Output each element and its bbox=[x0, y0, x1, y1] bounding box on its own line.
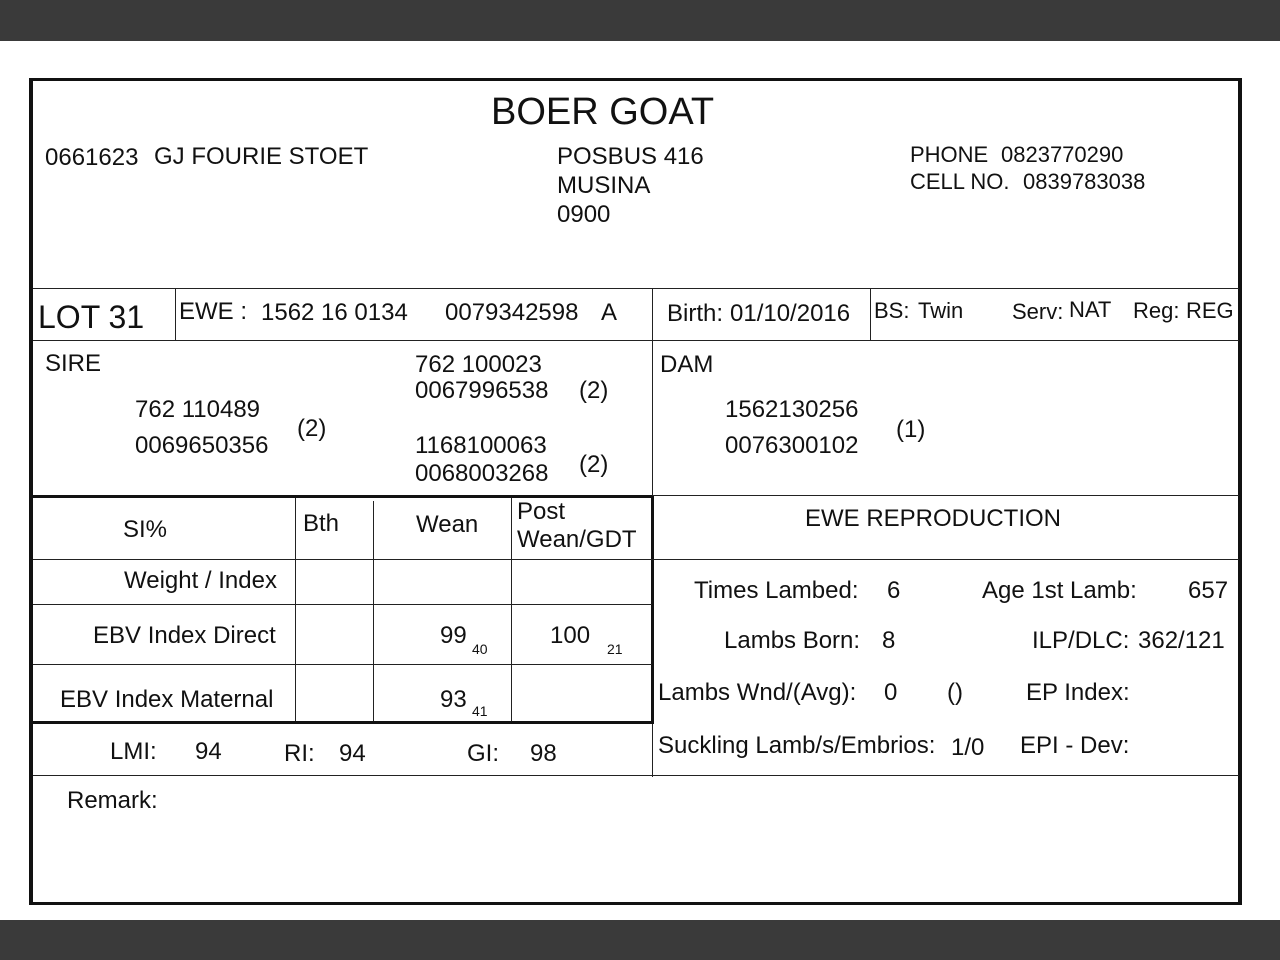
epi-dev-label: EPI - Dev: bbox=[1020, 732, 1130, 759]
si-percent-header: SI% bbox=[123, 516, 168, 543]
sire-count: (2) bbox=[297, 415, 327, 442]
suckling-lambs-label: Suckling Lamb/s/Embrios: bbox=[658, 732, 936, 759]
breeder-address-line-1: POSBUS 416 bbox=[557, 143, 704, 170]
animal-record-card bbox=[29, 78, 1242, 905]
divider bbox=[652, 495, 1239, 496]
ilp-dlc-value: 362/121 bbox=[1138, 627, 1225, 654]
divider bbox=[652, 559, 1239, 560]
cell-label: CELL NO. bbox=[910, 169, 1010, 194]
dam-count: (1) bbox=[896, 416, 926, 443]
service-type: NAT bbox=[1069, 297, 1112, 322]
ri-label: RI: bbox=[284, 740, 315, 767]
times-lambed-value: 6 bbox=[887, 577, 901, 604]
registration-class: A bbox=[601, 299, 618, 326]
divider bbox=[33, 664, 652, 665]
divider bbox=[33, 559, 652, 560]
sire-label: SIRE bbox=[45, 350, 102, 377]
gi-value: 98 bbox=[530, 740, 557, 767]
lambs-born-value: 8 bbox=[882, 627, 896, 654]
ebv-maternal-label: EBV Index Maternal bbox=[60, 686, 274, 713]
sire-sire-count: (2) bbox=[579, 377, 609, 404]
ebv-maternal-wean: 93 bbox=[440, 686, 467, 713]
lambs-weaned-average: () bbox=[947, 679, 963, 706]
sire-sire-number: 0067996538 bbox=[415, 377, 549, 404]
birth-header: Bth bbox=[303, 510, 340, 537]
divider bbox=[373, 501, 374, 721]
table-border bbox=[651, 495, 654, 724]
breeder-number: 0661623 bbox=[45, 144, 139, 171]
dam-number: 0076300102 bbox=[725, 432, 859, 459]
times-lambed-label: Times Lambed: bbox=[694, 577, 859, 604]
post-wean-header-line-1: Post bbox=[517, 498, 566, 525]
ewe-reproduction-heading: EWE REPRODUCTION bbox=[805, 505, 1062, 532]
bottom-frame-bar bbox=[0, 920, 1280, 960]
ep-index-label: EP Index: bbox=[1026, 679, 1130, 706]
divider bbox=[33, 340, 1239, 341]
cell-number: 0839783038 bbox=[1023, 169, 1146, 194]
lambs-weaned-label: Lambs Wnd/(Avg): bbox=[658, 679, 857, 706]
ebv-direct-label: EBV Index Direct bbox=[93, 622, 276, 649]
ebv-maternal-wean-count: 41 bbox=[472, 703, 488, 719]
ri-value: 94 bbox=[339, 740, 366, 767]
divider bbox=[33, 604, 652, 605]
age-first-lamb-label: Age 1st Lamb: bbox=[982, 577, 1137, 604]
lmi-value: 94 bbox=[195, 738, 222, 765]
ebv-direct-wean-count: 40 bbox=[472, 641, 488, 657]
divider bbox=[870, 288, 871, 340]
breeder-address-line-3: 0900 bbox=[557, 201, 611, 228]
registration-label: Reg: bbox=[1133, 298, 1180, 323]
breeder-address-line-2: MUSINA bbox=[557, 172, 651, 199]
birth-date: 01/10/2016 bbox=[730, 300, 851, 327]
ilp-dlc-label: ILP/DLC: bbox=[1032, 627, 1130, 654]
remark-label: Remark: bbox=[67, 787, 158, 814]
sire-dam-number: 0068003268 bbox=[415, 460, 549, 487]
suckling-lambs-value: 1/0 bbox=[951, 734, 985, 761]
dam-id: 1562130256 bbox=[725, 396, 859, 423]
wean-header: Wean bbox=[416, 511, 479, 538]
divider bbox=[652, 288, 653, 340]
table-border bbox=[33, 721, 654, 724]
lambs-weaned-value: 0 bbox=[884, 679, 898, 706]
ebv-direct-wean: 99 bbox=[440, 622, 467, 649]
sire-number: 0069650356 bbox=[135, 432, 269, 459]
breeder-name: GJ FOURIE STOET bbox=[154, 143, 369, 170]
birth-status-label: BS: bbox=[874, 298, 910, 323]
lmi-label: LMI: bbox=[110, 738, 157, 765]
divider bbox=[33, 288, 1239, 289]
ebv-direct-post-wean: 100 bbox=[550, 622, 591, 649]
registration-status: REG bbox=[1186, 298, 1234, 323]
dam-label: DAM bbox=[660, 351, 714, 378]
lot-number: LOT 31 bbox=[38, 299, 145, 335]
birth-status: Twin bbox=[918, 298, 964, 323]
top-frame-bar bbox=[0, 0, 1280, 41]
ebv-direct-post-wean-count: 21 bbox=[607, 641, 623, 657]
birth-label: Birth: bbox=[667, 300, 724, 327]
phone-number: 0823770290 bbox=[1001, 142, 1124, 167]
sire-sire-id: 762 100023 bbox=[415, 351, 542, 378]
divider bbox=[511, 498, 512, 721]
weight-index-label: Weight / Index bbox=[124, 567, 277, 594]
sire-dam-count: (2) bbox=[579, 451, 609, 478]
registration-number: 0079342598 bbox=[445, 299, 579, 326]
gi-label: GI: bbox=[467, 740, 500, 767]
ewe-id: 1562 16 0134 bbox=[261, 299, 408, 326]
divider bbox=[33, 775, 1239, 776]
age-first-lamb-value: 657 bbox=[1188, 577, 1229, 604]
ewe-label: EWE : bbox=[179, 298, 248, 325]
divider bbox=[295, 498, 296, 721]
post-wean-header-line-2: Wean/GDT bbox=[517, 526, 637, 553]
service-label: Serv: bbox=[1012, 299, 1064, 324]
lambs-born-label: Lambs Born: bbox=[724, 627, 861, 654]
sire-id: 762 110489 bbox=[135, 396, 261, 423]
sire-dam-id: 1168100063 bbox=[415, 432, 547, 459]
phone-label: PHONE bbox=[910, 142, 989, 167]
card-title: BOER GOAT bbox=[491, 91, 715, 133]
divider bbox=[175, 288, 176, 340]
